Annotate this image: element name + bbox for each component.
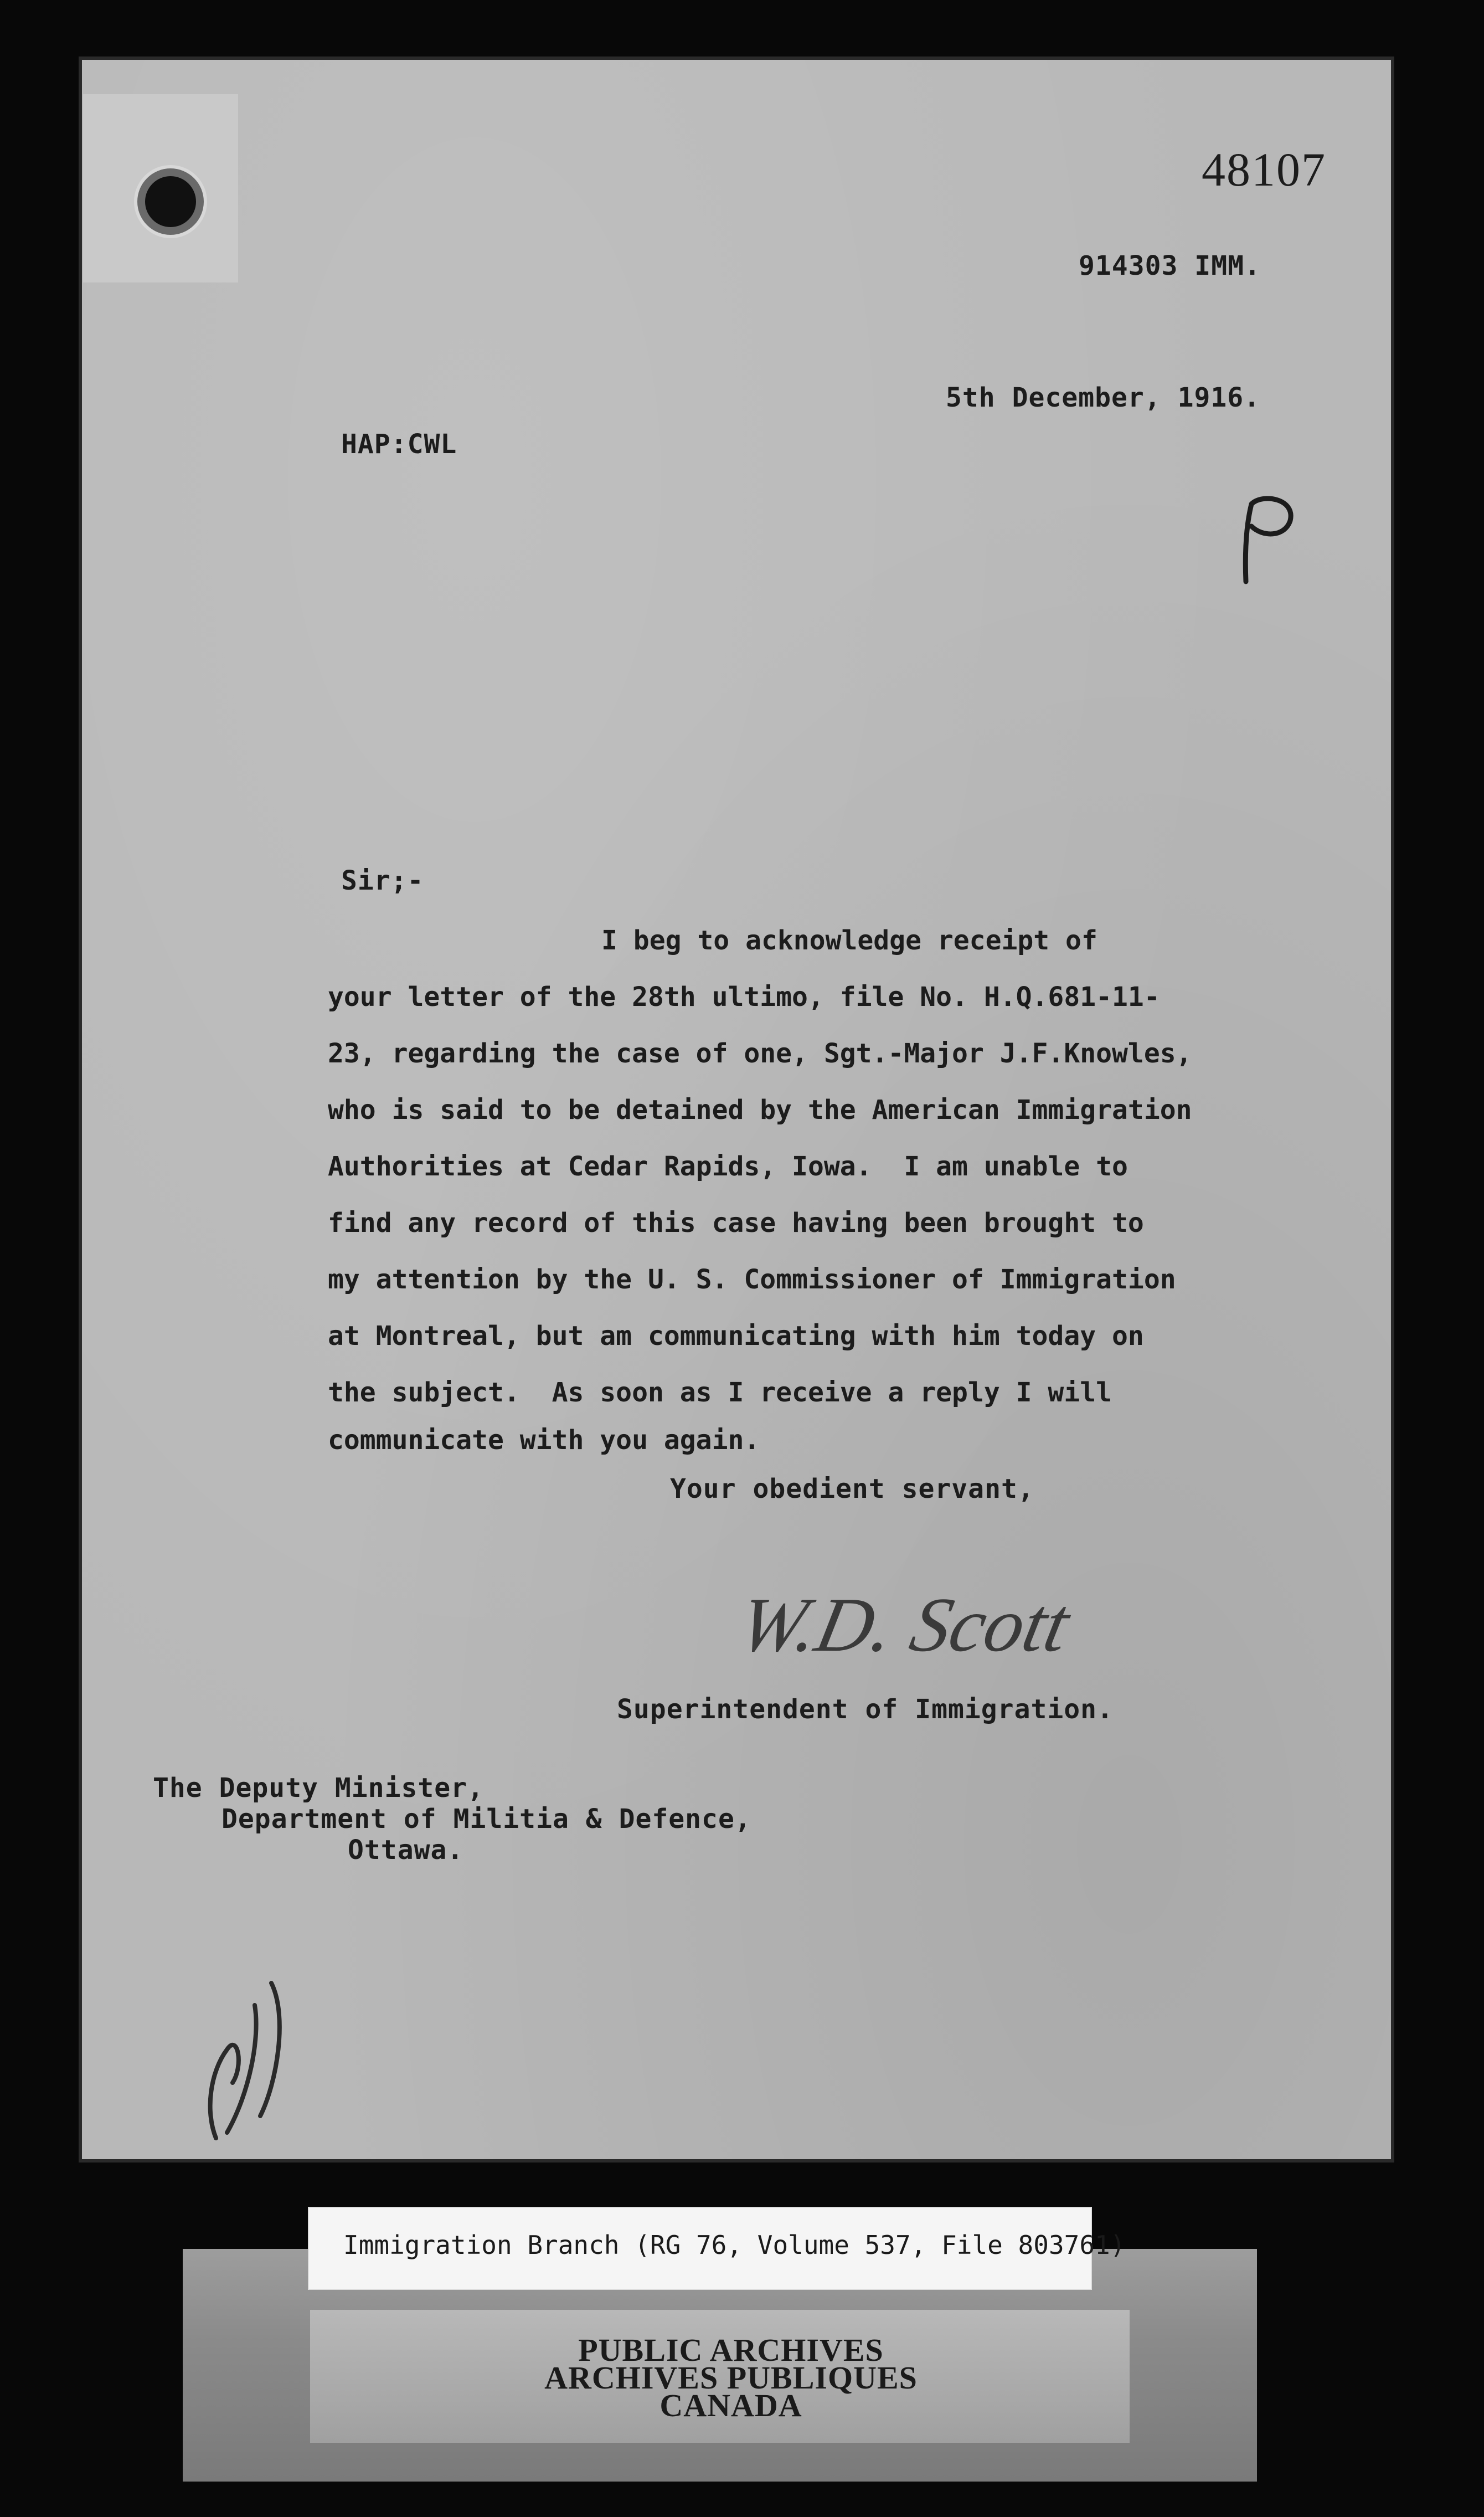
stamp-line: CANADA (659, 2387, 802, 2423)
addressee-line-2: Department of Militia & Defence, (221, 1804, 751, 1835)
handwritten-signature (731, 1568, 1077, 1678)
archive-label-text: Immigration Branch (RG 76, Volume 537, File 803761) (343, 2230, 1126, 2260)
handwritten-initial-mark (194, 1972, 305, 2149)
handwritten-p-mark (1229, 487, 1307, 587)
body-line: 23, regarding the case of one, Sgt.-Major J.F.Knowles, (328, 1038, 1192, 1069)
body-line: your letter of the 28th ultimo, file No. H.Q.681-11- (328, 982, 1160, 1013)
svg-text:W.D. Scott: W.D. Scott (731, 1581, 1077, 1668)
stamp-line: ARCHIVES PUBLIQUES (544, 2360, 918, 2396)
archive-number: 48107 (1202, 143, 1326, 196)
archive-label (308, 2207, 1126, 2290)
body-line: Authorities at Cedar Rapids, Iowa. I am unable to (328, 1151, 1128, 1182)
punch-hole (145, 176, 196, 227)
body-line: find any record of this case having been brought to (328, 1208, 1144, 1239)
typist-initials: HAP:CWL (341, 429, 457, 460)
addressee-line-1: The Deputy Minister, (153, 1773, 484, 1804)
body-line: communicate with you again. (328, 1425, 760, 1456)
body-line: the subject. As soon as I receive a reply I will (328, 1377, 1112, 1408)
body-line: I beg to acknowledge receipt of (601, 925, 1097, 956)
addressee-line-3: Ottawa. (348, 1835, 464, 1866)
public-archives-stamp (487, 2332, 975, 2423)
body-line: my attention by the U. S. Commissioner of Immigration (328, 1264, 1176, 1295)
body-line: at Montreal, but am communicating with him today on (328, 1321, 1144, 1352)
body-line: who is said to be detained by the American Immigration (328, 1095, 1192, 1126)
file-reference: 914303 IMM. (1079, 250, 1261, 281)
stamp-line: PUBLIC ARCHIVES (578, 2332, 884, 2368)
signatory-title: Superintendent of Immigration. (617, 1694, 1114, 1725)
letter-date: 5th December, 1916. (946, 382, 1261, 413)
closing-line: Your obedient servant, (670, 1473, 1034, 1504)
salutation: Sir;- (341, 865, 424, 896)
